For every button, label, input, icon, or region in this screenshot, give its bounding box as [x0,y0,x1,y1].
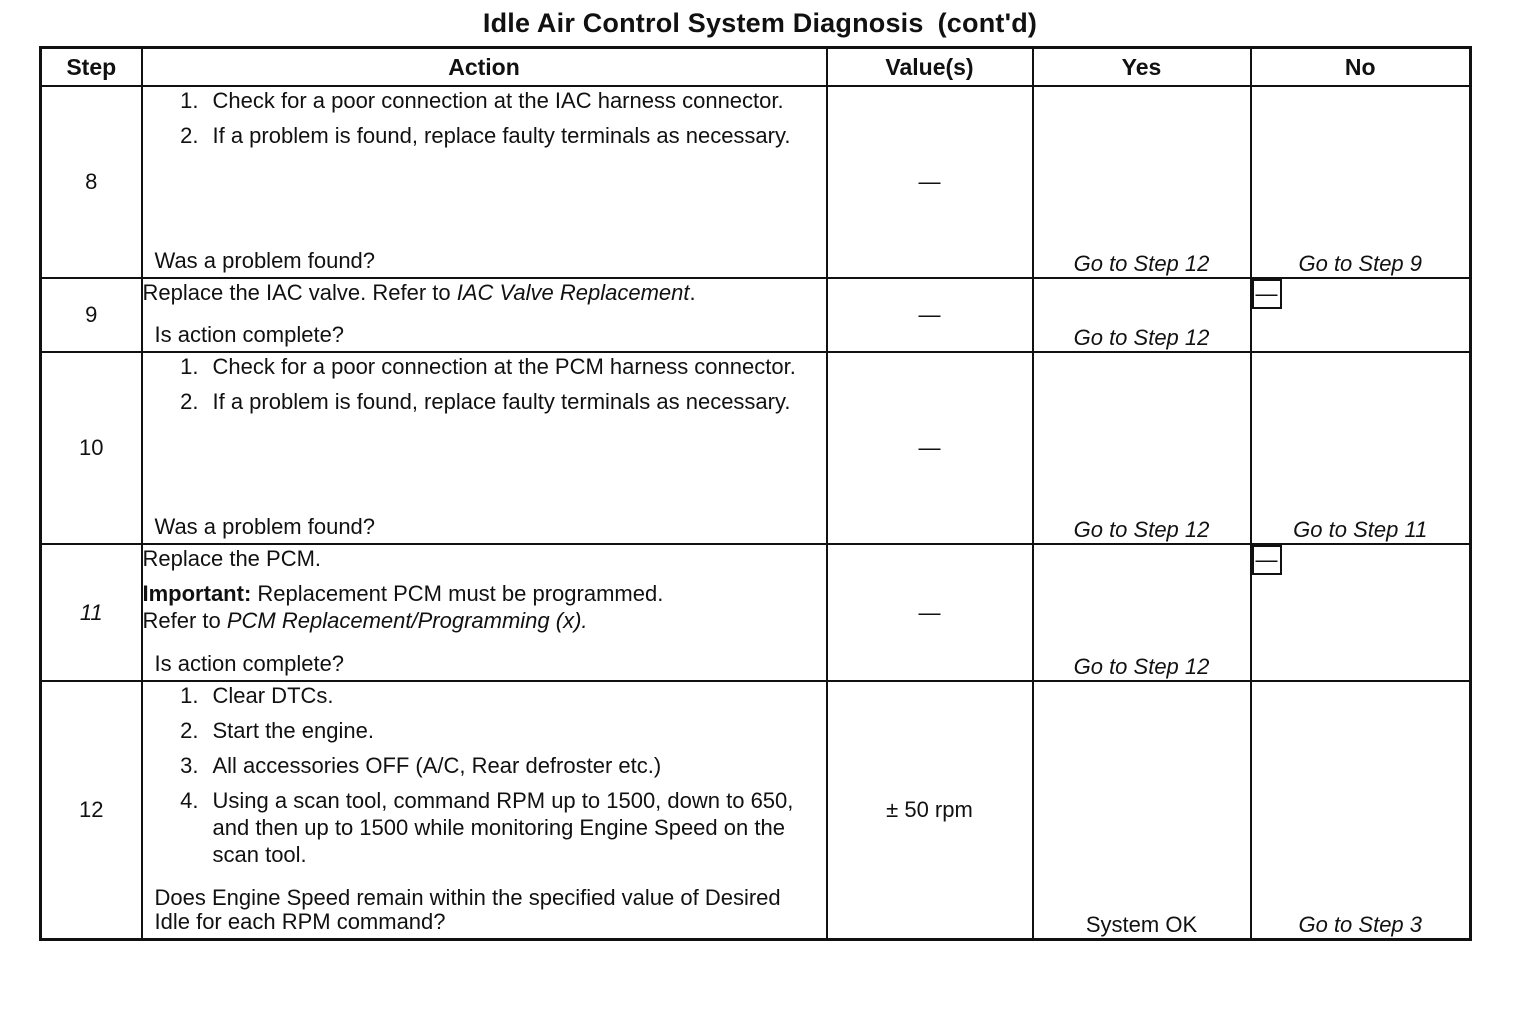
value-text: — [918,599,941,625]
action-text: Replace the IAC valve. Refer to IAC Valve Replacement. [142,280,696,305]
value-cell [827,86,1033,278]
header-values: Value(s) [827,48,1033,87]
no-cell: Go to Step 3 [1251,681,1471,939]
important-label: Important: [142,581,252,606]
action-question: Does Engine Speed remain within the specified value of Desired Idle for each RPM command? [154,884,781,934]
value-cell [827,278,1033,352]
action-cell [142,544,827,681]
table-row [41,544,1471,681]
yes-cell: Go to Step 12 [1033,544,1251,681]
yes-cell: Go to Step 12 [1033,86,1251,278]
value-cell [827,681,1033,939]
action-question: Is action complete? [154,322,345,347]
yes-cell: Go to Step 12 [1033,278,1251,352]
no-cell: Go to Step 9 [1251,86,1471,278]
action-text: Replace the PCM. [142,546,322,571]
step-number: 10 [41,352,142,544]
yes-cell: System OK [1033,681,1251,939]
action-list [143,87,826,149]
list-item: 2. If a problem is found, replace faulty terminals as necessary. [180,123,791,148]
action-cell [142,352,827,544]
list-item: 1. Clear DTCs. [180,683,334,708]
header-row [41,48,1471,87]
list-item: 3. All accessories OFF (A/C, Rear defroster etc.) [180,753,662,778]
value-text: — [918,169,941,194]
value-text: ± 50 rpm [886,796,973,822]
header-step: Step [41,48,142,87]
table-row [41,86,1471,278]
diagnosis-table [39,46,1472,941]
reference-link: PCM Replacement/Programming (x). [226,608,588,633]
table-row [41,352,1471,544]
list-item: 1. Check for a poor connection at the PCM harness connector. [180,354,796,379]
list-item: 2. Start the engine. [180,718,374,743]
action-list [143,353,826,415]
action-cell [142,278,827,352]
page-title [0,8,1520,39]
no-cell: — [1252,545,1282,575]
step-number: 8 [41,86,142,278]
value-cell [827,352,1033,544]
value-text: — [918,302,941,327]
list-item: 1. Check for a poor connection at the IAC harness connector. [180,88,784,113]
step-number: 9 [41,278,142,352]
reference-link: IAC Valve Replacement [456,280,690,305]
step-number: 11 [41,544,142,681]
no-cell: Go to Step 11 [1251,352,1471,544]
action-cell [142,681,827,939]
list-item: 4. Using a scan tool, command RPM up to 1500, down to 650, and then up to 1500 while monitoring Engine Speed on the scan tool. [180,788,794,867]
header-action: Action [142,48,827,87]
action-question: Was a problem found? [154,514,376,539]
title-sub: (cont'd) [937,8,1038,38]
action-list [143,682,826,868]
no-cell: — [1252,279,1282,309]
table-row [41,278,1471,352]
action-question: Was a problem found? [154,248,376,273]
yes-cell: Go to Step 12 [1033,352,1251,544]
important-note: Important: Replacement PCM must be programmed. Refer to PCM Replacement/Programming (x). [142,581,664,633]
value-text: — [918,435,941,460]
title-main: Idle Air Control System Diagnosis [482,8,924,38]
value-cell [827,544,1033,681]
action-question: Is action complete? [154,651,345,676]
list-item: 2. If a problem is found, replace faulty terminals as necessary. [180,389,791,414]
step-number: 12 [41,681,142,939]
table-row [41,681,1471,939]
header-yes: Yes [1033,48,1251,87]
header-no: No [1251,48,1471,87]
action-cell [142,86,827,278]
